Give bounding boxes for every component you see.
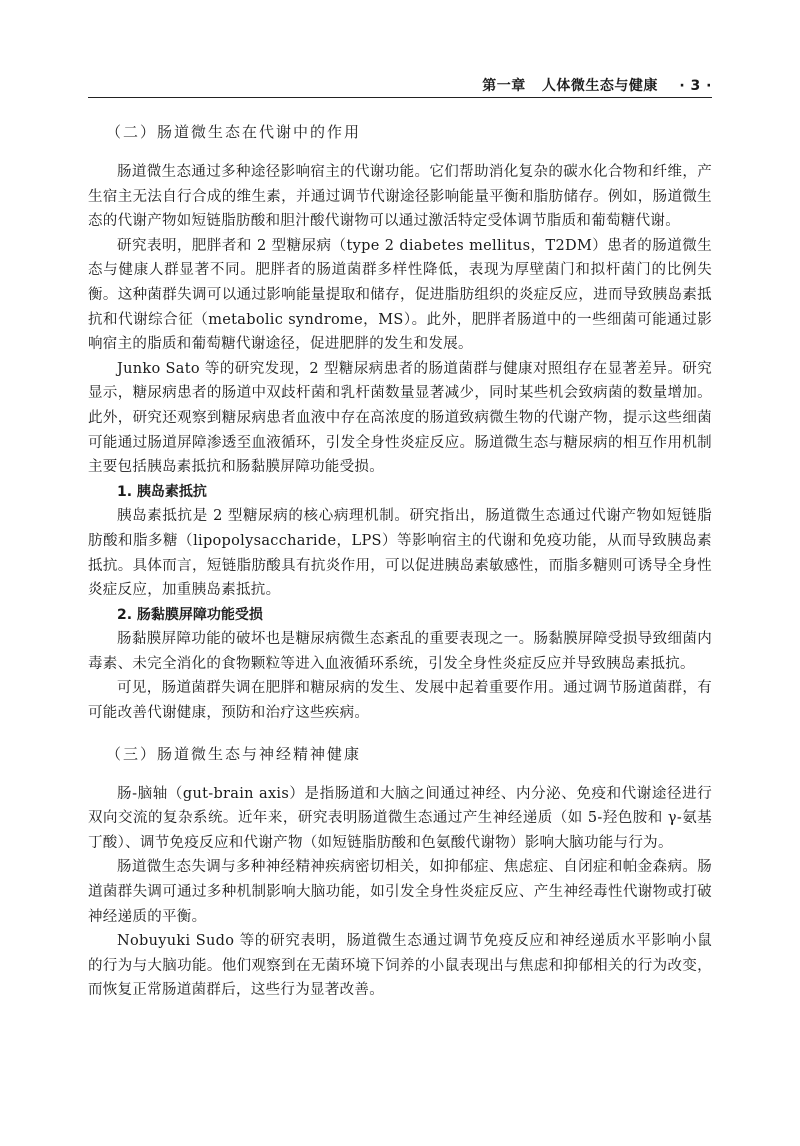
section-title-metabolism: （二）肠道微生态在代谢中的作用 — [106, 123, 362, 141]
running-header — [88, 75, 712, 98]
page-number: · 3 · — [679, 78, 712, 94]
header-text — [482, 75, 712, 95]
paragraph: Nobuyuki Sudo 等的研究表明，肠道微生态通过调节免疫反应和神经递质水平影响小鼠的行为与大脑功能。他们观察到在无菌环境下饲养的小鼠表现出与焦虑和抑郁相关的行为改变，而恢复正常肠道菌群后，这些行为显著改善。 — [88, 933, 712, 999]
paragraph: 肠黏膜屏障功能的破坏也是糖尿病微生态紊乱的重要表现之一。肠黏膜屏障受损导致细菌内毒素、未完全消化的食物颗粒等进入血液循环系统，引发全身性炎症反应并导致胰岛素抵抗。 — [88, 631, 712, 672]
section-title-neuro: （三）肠道微生态与神经精神健康 — [106, 744, 362, 763]
paragraph: 研究表明，肥胖者和 2 型糖尿病（type 2 diabetes mellitus，T2DM）患者的肠道微生态与健康人群显著不同。肥胖者的肠道菌群多样性降低，表现为厚壁菌门和拟杆菌门的比例失衡。这种菌群失调可以通过影响能量提取和储存，促进脂肪组织的炎症反应，进而导致胰岛素抵抗和代谢综合征（metabolic syndrome，MS）。此外，肥胖者肠道中的一些细菌可能通过影响宿主的脂质和葡萄糖代谢途径，促进肥胖的发生和发展。 — [88, 237, 712, 353]
paragraph: Junko Sato 等的研究发现，2 型糖尿病患者的肠道菌群与健康对照组存在显著差异。研究显示，糖尿病患者的肠道中双歧杆菌和乳杆菌数量显著减少，同时某些机会致病菌的数量增加。此外，研究还观察到糖尿病患者血液中存在高浓度的肠道致病微生物的代谢产物，提示这些细菌可能通过肠道屏障渗透至血液循环，引发全身性炎症反应。肠道微生态与糖尿病的相互作用机制主要包括胰岛素抵抗和肠黏膜屏障功能受损。 — [88, 360, 712, 476]
paragraph: 肠道微生态失调与多种神经精神疾病密切相关，如抑郁症、焦虑症、自闭症和帕金森病。肠道菌群失调可通过多种机制影响大脑功能，如引发全身性炎症反应、产生神经毒性代谢物或打破神经递质的平衡。 — [88, 859, 712, 925]
header-title: 人体微生态与健康 — [541, 78, 658, 94]
paragraph: 肠道微生态通过多种途径影响宿主的代谢功能。它们帮助消化复杂的碳水化合物和纤维，产生宿主无法自行合成的维生素，并通过调节代谢途径影响能量平衡和脂肪储存。例如，肠道微生态的代谢产物如短链脂肪酸和胆汁酸代谢物可以通过激活特定受体调节脂质和葡萄糖代谢。 — [88, 164, 712, 230]
header-chapter: 第一章 — [482, 78, 526, 94]
page-body — [88, 118, 712, 1003]
paragraph: 可见，肠道菌群失调在肥胖和糖尿病的发生、发展中起着重要作用。通过调节肠道菌群，有可能改善代谢健康，预防和治疗这些疾病。 — [88, 680, 712, 722]
paragraph: 胰岛素抵抗是 2 型糖尿病的核心病理机制。研究指出，肠道微生态通过代谢产物如短链脂肪酸和脂多糖（lipopolysaccharide，LPS）等影响宿主的代谢和免疫功能，从而导致胰岛素抵抗。具体而言，短链脂肪酸具有抗炎作用，可以促进胰岛素敏感性，而脂多糖则可诱导全身性炎症反应，加重胰岛素抵抗。 — [88, 508, 712, 599]
subsection-heading-mucosal-barrier: 2. 肠黏膜屏障功能受损 — [117, 606, 263, 623]
subsection-heading-insulin-resistance: 1. 胰岛素抵抗 — [117, 483, 207, 500]
paragraph: 肠-脑轴（gut-brain axis）是指肠道和大脑之间通过神经、内分泌、免疫和代谢途径进行双向交流的复杂系统。近年来，研究表明肠道微生态通过产生神经递质（如 5-羟色胺和 γ-氨基丁酸）、调节免疫反应和代谢产物（如短链脂肪酸和色氨酸代谢物）影响大脑功能与行为。 — [88, 785, 712, 851]
